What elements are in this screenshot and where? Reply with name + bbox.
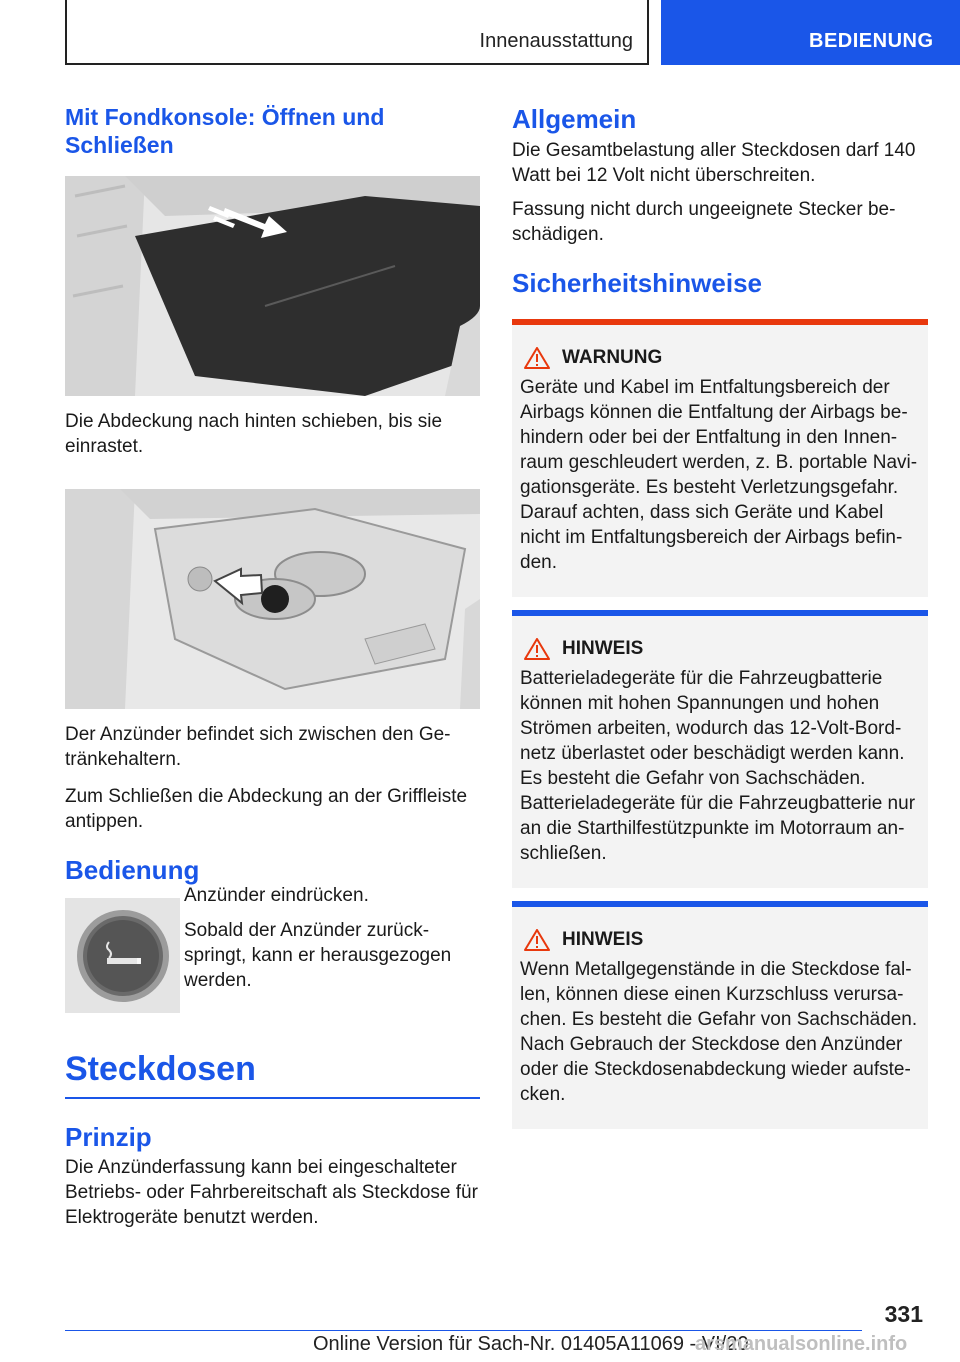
heading-bedienung: Bedienung (65, 855, 200, 885)
header-chapter-tab (661, 0, 960, 65)
hint-2-label: HINWEIS (562, 929, 644, 950)
heading-sicherheitshinweise: Sicherheitshinweise (512, 268, 762, 298)
bedienung-block (65, 886, 480, 1006)
warning-head (520, 347, 920, 369)
warning-label: WARNUNG (562, 347, 663, 368)
footer-online-version: Online Version für Sach-Nr. 01405A11069 - VI/20 (313, 1333, 749, 1355)
prinzip-text: Die Anzünderfassung kann bei eingeschalteter Betriebs- oder Fahrbereitschaft als Steckdose für Elektrogeräte benutzt werden. (65, 1157, 478, 1228)
heading-allgemein: Allgemein (512, 104, 637, 134)
lighter-location-illustration (65, 489, 480, 709)
header-section-title: Innenausstattung (479, 30, 633, 52)
cigarette-lighter-icon (73, 906, 173, 1006)
lighter-location-image (65, 489, 480, 709)
bedienung-text (184, 883, 480, 993)
right-column (512, 103, 928, 1129)
caption-close-cover: Zum Schließen die Abdeckung an der Griffleiste antippen. (65, 786, 468, 832)
console-cover-image (65, 176, 480, 396)
heading-steckdosen: Steckdosen (65, 1050, 256, 1088)
heading-prinzip: Prinzip (65, 1122, 152, 1152)
left-column (65, 103, 480, 1230)
bedienung-step-2: Sobald der Anzünder zurückspringt, kann er herausgezogen werden. (184, 920, 452, 991)
warning-text: Geräte und Kabel im Entfaltungsbereich der Airbags können die Entfaltung der Airbags behindern oder bei der Entfaltung in den Innenraum geschleudert werden, z. B. portable Navigationsgeräte. Es besteht Verletzungsgefahr. Darauf achten, dass sich Geräte und Kabel nicht im Entfaltungsbereich der Airbags befinden. (520, 377, 918, 573)
caption-lighter-location: Der Anzünder befindet sich zwischen den Getränkehaltern. (65, 724, 451, 770)
allgemein-text-1: Die Gesamtbelastung aller Steckdosen darf 140 Watt bei 12 Volt nicht überschreiten. (512, 140, 916, 186)
bedienung-step-1: Anzünder eindrücken. (184, 885, 369, 906)
warning-box (512, 319, 928, 597)
footer-rule (65, 1330, 862, 1331)
hint-box-2 (512, 901, 928, 1129)
page-number: 331 (884, 1301, 923, 1327)
hint-box-1 (512, 610, 928, 888)
hint-1-text: Batterieladegeräte für die Fahrzeugbatterie können mit hohen Spannungen und hohen Strömen arbeiten, wodurch das 12-Volt-Bordnetz überlastet oder beschädigt werden kann. Es besteht die Gefahr von Sachschäden. Batterieladegeräte für die Fahrzeugbatterie nur an die Starthilfestützpunkte im Motorraum anschließen. (520, 668, 916, 864)
hint-1-label: HINWEIS (562, 638, 644, 659)
warning-triangle-icon (524, 347, 550, 369)
steckdosen-rule (65, 1097, 480, 1099)
lighter-button-image (65, 898, 180, 1013)
hint-triangle-icon (524, 638, 550, 660)
header-section-tab (65, 0, 649, 65)
console-cover-illustration (65, 176, 480, 396)
header-chapter-title: BEDIENUNG (809, 30, 934, 52)
hint-triangle-icon (524, 929, 550, 951)
allgemein-text-2: Fassung nicht durch ungeeignete Stecker beschädigen. (512, 199, 896, 245)
hint-2-head (520, 929, 920, 951)
caption-cover: Die Abdeckung nach hinten schieben, bis sie einrastet. (65, 411, 443, 457)
hint-1-head (520, 638, 920, 660)
heading-fondkonsole: Mit Fondkonsole: Öffnen und Schließen (65, 104, 385, 158)
hint-2-text: Wenn Metallgegenstände in die Steckdose fallen, können diese einen Kurzschluss verursachen. Es besteht die Gefahr von Sachschäden. Nach Gebrauch der Steckdose den Anzünder oder die Steckdosenabdeckung wieder aufstecken. (520, 959, 918, 1105)
watermark: arsmanualsonline.info (695, 1333, 908, 1355)
